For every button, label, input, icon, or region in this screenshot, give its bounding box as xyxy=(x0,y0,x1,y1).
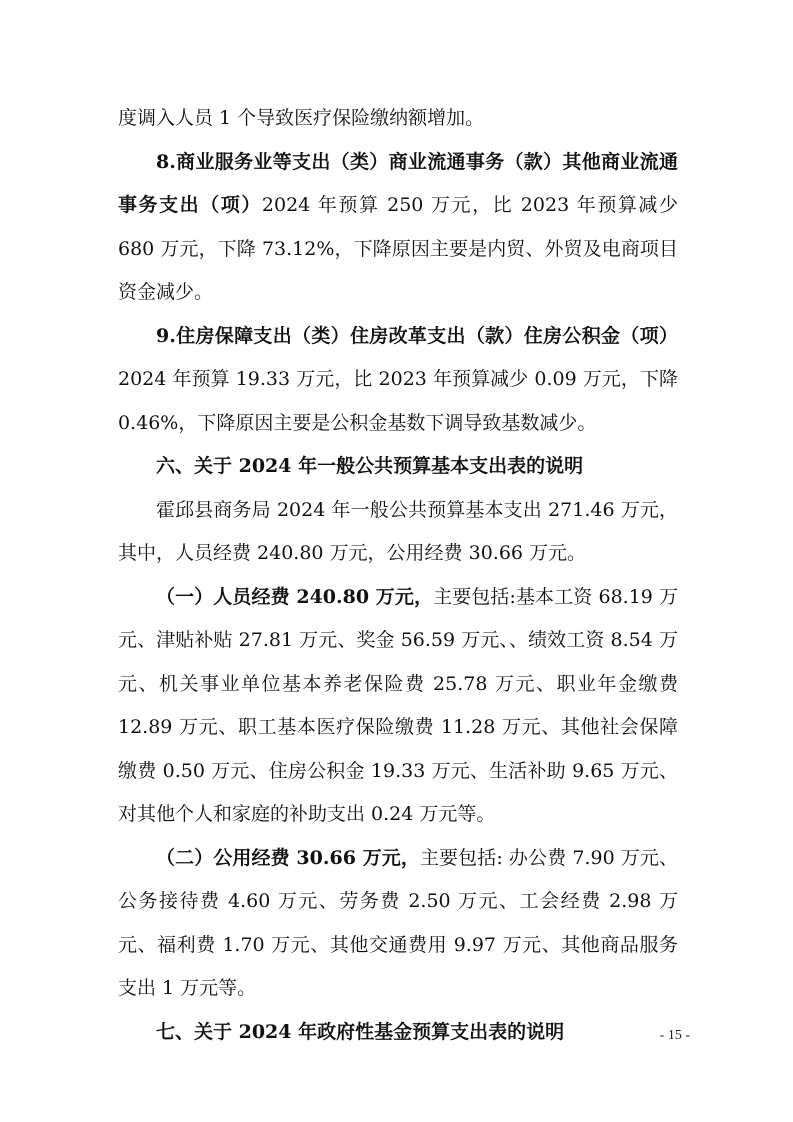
personnel-expenses-title: （一）人员经费 240.80 万元， xyxy=(156,585,434,608)
personnel-expenses-text: 主要包括:基本工资 68.19 万元、津贴补贴 27.81 万元、奖金 56.59 万元、、绩效工资 8.54 万元、机关事业单位基本养老保险费 25.78 万元、职业年金缴费 12.89 万元、职工基本医疗保险缴费 11.28 万元、其他社会保障缴费 0.50 万元、住房公积金 19.33 万元、生活补助 9.65 万元、对其他个人和家庭的补助支出 0.24 万元等。 xyxy=(118,585,679,825)
paragraph-item-8 xyxy=(118,141,678,315)
public-expenses-title: （二）公用经费 30.66 万元， xyxy=(156,846,420,869)
page-number: - 15 - xyxy=(659,1028,690,1043)
item-8-title: 8.商业服务业等支出（类）商业流通事务（款）其他商业流通事务支出（项） xyxy=(118,150,678,216)
paragraph-personnel-expenses xyxy=(118,576,678,837)
paragraph-continuation: 度调入人员 1 个导致医疗保险缴纳额增加。 xyxy=(118,107,485,129)
paragraph-public-expenses xyxy=(118,837,678,1011)
item-9-title: 9.住房保障支出（类）住房改革支出（款）住房公积金（项） xyxy=(156,324,678,347)
document-body xyxy=(118,97,678,1054)
paragraph-basic-expenditure: 霍邱县商务局 2024 年一般公共预算基本支出 271.46 万元，其中，人员经费 240.80 万元，公用经费 30.66 万元。 xyxy=(118,498,678,564)
paragraph-item-9 xyxy=(118,315,678,446)
item-8-text: 2024 年预算 250 万元，比 2023 年预算减少 680 万元，下降 73.12%，下降原因主要是内贸、外贸及电商项目资金减少。 xyxy=(118,194,678,303)
section-heading-6: 六、关于 2024 年一般公共预算基本支出表的说明 xyxy=(156,455,584,477)
public-expenses-text: 主要包括: 办公费 7.90 万元、公务接待费 4.60 万元、劳务费 2.50 万元、工会经费 2.98 万元、福利费 1.70 万元、其他交通费用 9.97 万元、其他商品服务支出 1 万元等。 xyxy=(118,846,678,999)
item-9-text: 2024 年预算 19.33 万元，比 2023 年预算减少 0.09 万元，下降 0.46%，下降原因主要是公积金基数下调导致基数减少。 xyxy=(118,368,678,434)
section-heading-7: 七、关于 2024 年政府性基金预算支出表的说明 xyxy=(156,1020,565,1043)
